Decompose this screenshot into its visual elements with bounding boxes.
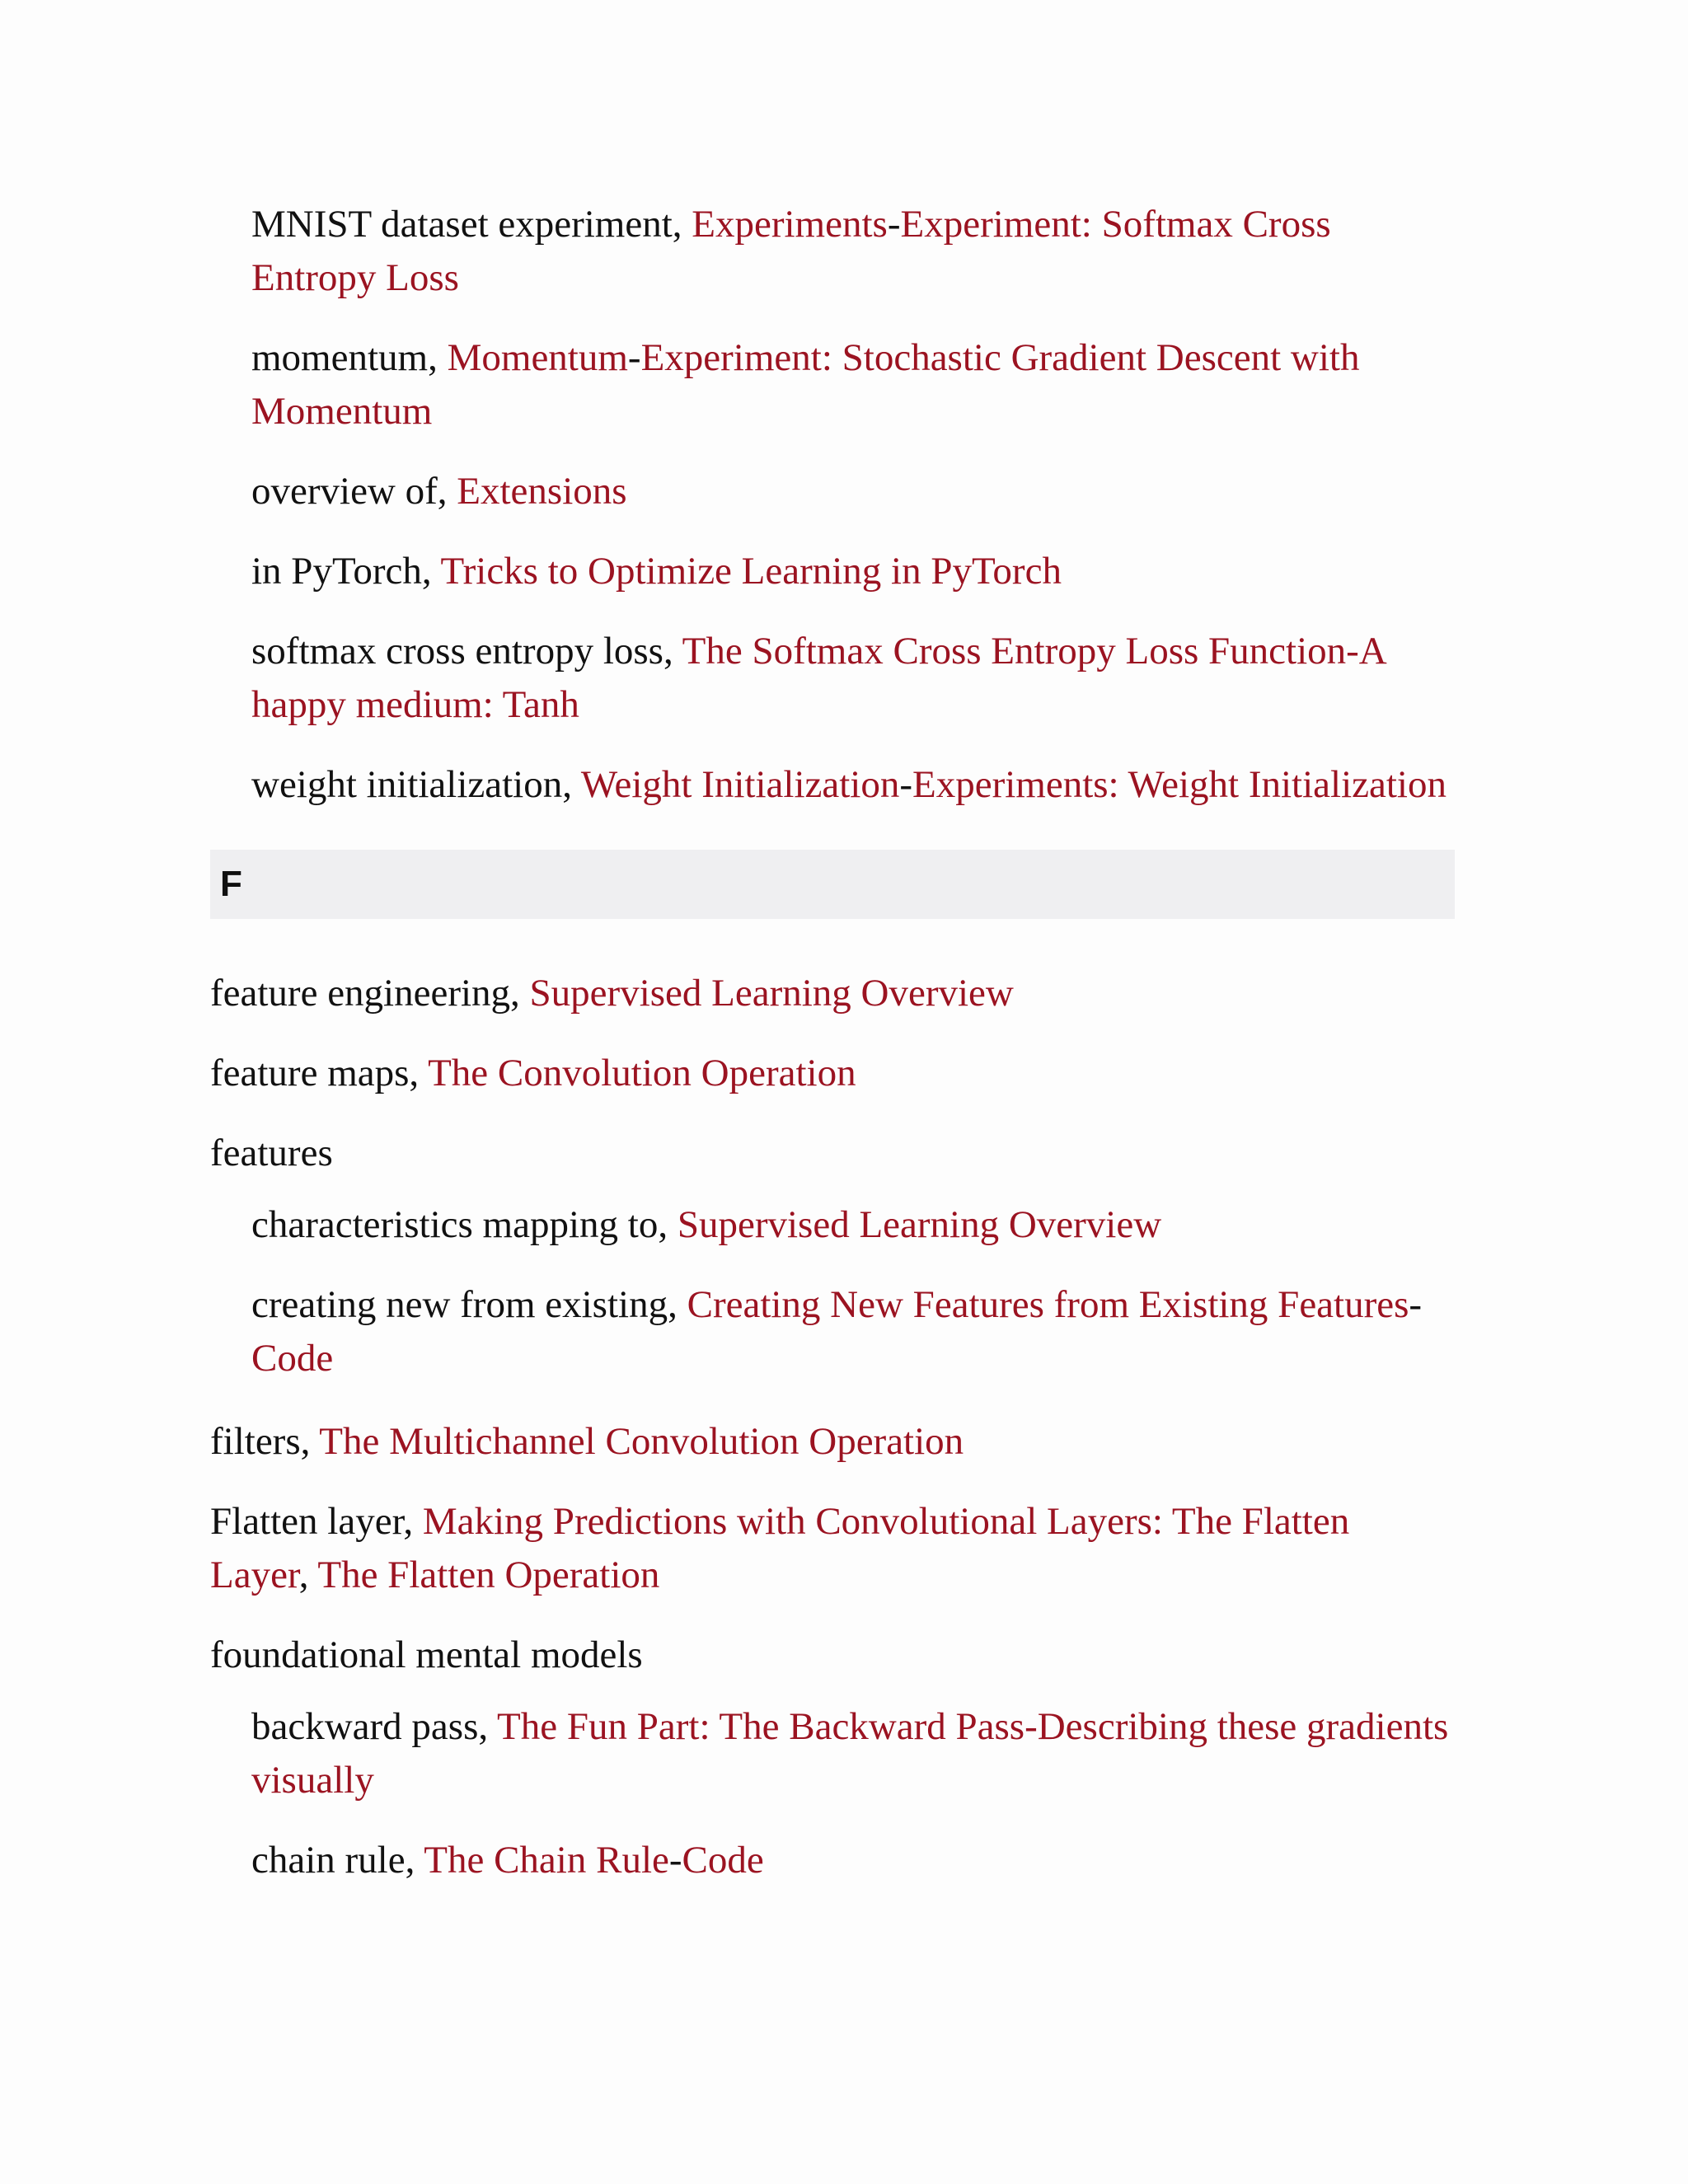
term-separator: , [437,470,457,513]
index-entry-foundational-mental-models [210,1629,1455,1682]
term-separator: , [478,1705,498,1748]
index-link-code[interactable]: Code [682,1839,764,1882]
index-link-code[interactable]: Code [251,1337,334,1380]
term-separator: , [403,1500,423,1543]
index-term: creating new from existing [251,1283,668,1326]
index-link-supervised-learning-overview[interactable]: Supervised Learning Overview [529,972,1014,1015]
index-term: overview of [251,470,438,513]
index-link-the-flatten-operation[interactable]: The Flatten Operation [317,1554,660,1596]
term-separator: , [409,1052,429,1094]
index-subentry-in-pytorch [210,545,1455,598]
term-separator: , [510,972,530,1015]
index-term: in PyTorch [251,550,422,593]
index-term: filters [210,1420,301,1463]
term-separator: , [562,763,581,806]
index-term: feature maps [210,1052,410,1094]
index-subentry-overview-of [210,465,1455,518]
index-link-weight-initialization[interactable]: Weight Initialization [580,763,900,806]
index-term: momentum [251,336,429,379]
index-entries-before [210,198,1455,812]
index-term: backward pass [251,1705,479,1748]
index-subentry-softmax-cross-entropy-loss [210,625,1455,732]
index-link-the-fun-part-the-backward-pass-describing-these-gradients-visually[interactable]: The Fun Part: The Backward Pass-Describing these gradients visually [251,1705,1449,1802]
index-entry-flatten-layer [210,1495,1455,1602]
term-separator: , [421,550,441,593]
index-subentry-characteristics-mapping-to [210,1198,1455,1252]
index-link-the-chain-rule[interactable]: The Chain Rule [424,1839,669,1882]
index-link-the-convolution-operation[interactable]: The Convolution Operation [428,1052,856,1094]
index-term: MNIST dataset experiment [251,203,673,246]
index-entries-f [210,967,1455,1887]
index-link-the-softmax-cross-entropy-loss-function-a-happy-medium-tanh[interactable]: The Softmax Cross Entropy Loss Function-A happy medium: Tanh [251,630,1386,726]
index-link-experiments[interactable]: Experiments [692,203,888,246]
term-separator: , [672,203,692,246]
index-term: softmax cross entropy loss [251,630,663,673]
index-term: Flatten layer [210,1500,404,1543]
index-entry-feature-maps [210,1047,1455,1100]
link-separator: - [899,763,912,806]
index-term: feature engineering [210,972,511,1015]
term-separator: , [663,630,682,673]
link-separator: - [668,1839,682,1882]
link-separator: - [1409,1283,1423,1326]
index-subentry-creating-new-from-existing [210,1278,1455,1385]
index-subentry-weight-initialization [210,758,1455,812]
index-link-the-multichannel-convolution-operation[interactable]: The Multichannel Convolution Operation [319,1420,964,1463]
index-term: chain rule [251,1839,406,1882]
term-separator: , [658,1203,678,1246]
index-term: characteristics mapping to [251,1203,659,1246]
index-subentry-chain-rule [210,1834,1455,1887]
term-separator: , [405,1839,424,1882]
index-link-experiment-stochastic-gradient-descent-with-momentum[interactable]: Experiment: Stochastic Gradient Descent with Momentum [251,336,1360,433]
index-link-momentum[interactable]: Momentum [447,336,628,379]
link-separator: - [627,336,641,379]
index-link-extensions[interactable]: Extensions [457,470,627,513]
index-page [210,198,1455,1914]
index-subentry-momentum [210,331,1455,438]
index-link-making-predictions-with-convolutional-layers-the-flatten-layer[interactable]: Making Predictions with Convolutional Layers: The Flatten Layer [210,1500,1350,1596]
section-letter: F [220,864,242,904]
index-entry-features [210,1127,1455,1180]
section-header [210,850,1455,919]
index-term: weight initialization [251,763,563,806]
index-term: features [210,1132,333,1174]
link-separator: , [298,1554,318,1596]
index-entry-filters [210,1415,1455,1469]
index-link-experiment-softmax-cross-entropy-loss[interactable]: Experiment: Softmax Cross Entropy Loss [251,203,1331,299]
term-separator: , [668,1283,687,1326]
index-term: foundational mental models [210,1633,643,1676]
link-separator: - [887,203,901,246]
index-link-experiments-weight-initialization[interactable]: Experiments: Weight Initialization [912,763,1447,806]
term-separator: , [300,1420,320,1463]
index-subentry-mnist-dataset-experiment [210,198,1455,305]
index-link-tricks-to-optimize-learning-in-pytorch[interactable]: Tricks to Optimize Learning in PyTorch [440,550,1062,593]
term-separator: , [428,336,448,379]
index-link-supervised-learning-overview[interactable]: Supervised Learning Overview [677,1203,1162,1246]
index-entry-feature-engineering [210,967,1455,1020]
index-subentry-backward-pass [210,1700,1455,1807]
index-link-creating-new-features-from-existing-features[interactable]: Creating New Features from Existing Features [687,1283,1409,1326]
